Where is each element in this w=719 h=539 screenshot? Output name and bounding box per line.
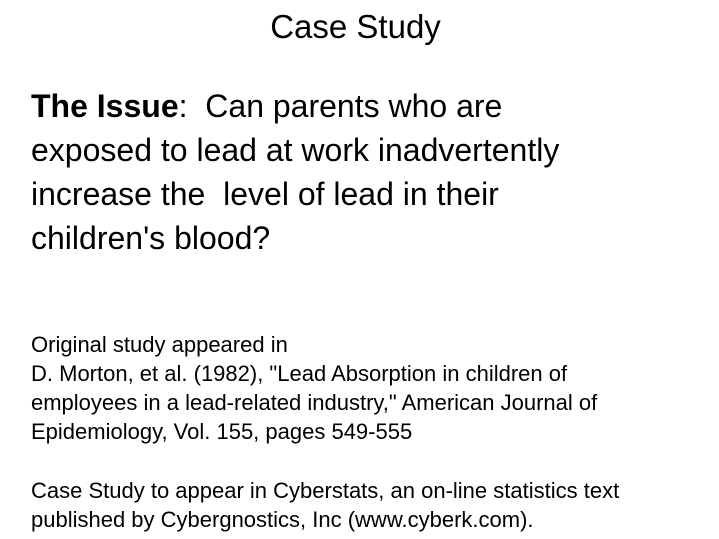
note-line-2: published by Cybergnostics, Inc (www.cyberk.com). (31, 507, 534, 532)
slide-title: Case Study (270, 8, 441, 45)
issue-question (31, 84, 691, 260)
citation-line-1: Original study appeared in (31, 332, 288, 357)
publication-note (31, 476, 711, 534)
citation-line-3: employees in a lead-related industry," American Journal of (31, 390, 598, 415)
note-line-1: Case Study to appear in Cyberstats, an on-line statistics text (31, 478, 620, 503)
issue-separator: : (178, 88, 206, 124)
issue-question-start: Can parents who are (205, 88, 503, 124)
issue-line-1 (31, 84, 691, 128)
issue-line-3: increase the level of lead in their (31, 176, 499, 212)
citation-line-4: Epidemiology, Vol. 155, pages 549-555 (31, 419, 413, 444)
issue-line-4: children's blood? (31, 220, 271, 256)
study-citation (31, 330, 711, 446)
issue-line-2: exposed to lead at work inadvertently (31, 132, 560, 168)
citation-line-2: D. Morton, et al. (1982), "Lead Absorption in children of (31, 361, 568, 386)
issue-label: The Issue (31, 88, 179, 124)
